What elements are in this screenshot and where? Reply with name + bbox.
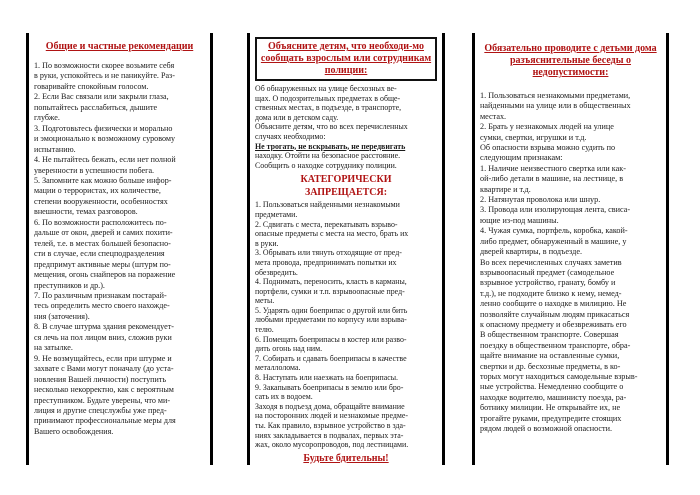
text-line: ные устройства. Немедленно сообщите о <box>480 382 624 392</box>
text-line: взрывное устройство, гранату, бомбу и <box>480 278 616 288</box>
text-line: 8. Наступать или наезжать на боеприпасы. <box>255 373 398 383</box>
text-line: Сообщить о находке сотруднику полиции. <box>255 160 397 170</box>
text-line: 3. Подготовьтесь физически и морально <box>34 123 173 133</box>
text-line: 2. Если Вас связали или закрыли глаза, <box>34 92 169 102</box>
text-line: позволяйте случайным людям прикасаться <box>480 309 630 319</box>
text-line: ты. Как правило, взрывное устройство в зда- <box>255 421 406 430</box>
text-line: поездку в общественном транспорте, обра- <box>480 340 631 350</box>
text-line: металлолома. <box>255 363 301 373</box>
text-line: уверенности в успешности побега. <box>34 165 155 175</box>
text-line: испытанию. <box>34 144 76 154</box>
text-line: на затылке. <box>34 343 73 353</box>
text-line: мещения, огонь снайперов на поражение <box>34 270 176 280</box>
text-line: 5. Ударять один боеприпас о другой или бить <box>255 305 408 315</box>
text-line: Вашего освобождения. <box>34 426 114 436</box>
text-line: предметами. <box>255 209 298 219</box>
column-explain-to-children <box>247 33 445 465</box>
text-line: 9. Не возмущайтесь, если при штурме и <box>34 353 172 363</box>
text-line: дома или в детском саду. <box>255 112 339 122</box>
text-line: принимают профессиональные меры для <box>34 416 176 426</box>
text-line: к опасному предмету и обезвреживать его <box>480 319 627 329</box>
text-line: В общественном транспорте. Совершая <box>480 330 619 340</box>
column-title: Объясните детям, что необходи-мо сообщать взрослым или сотрудникам полиции: <box>260 41 432 76</box>
text-line: сать их в водоем. <box>255 392 313 402</box>
text-line: портфели, сумки и т.п. взрывоопасные пред- <box>255 286 405 296</box>
text-line: сумки, свертки, игрушки и т.д. <box>480 132 587 142</box>
text-line: 4. Не пытайтесь бежать, если нет полной <box>34 155 176 165</box>
text-line: предпримут активные меры (штурм по- <box>34 259 171 269</box>
text-line: находку. Отойти на безопасное расстояние. <box>255 151 401 161</box>
text-line: 8. В случае штурма здания рекомендует- <box>34 322 174 332</box>
text-line: на посторонних людей и незнакомые предме- <box>255 411 409 421</box>
warning-emphasis: Не трогать, не вскрывать, не передвигать <box>255 141 406 151</box>
prohibited-title-line-1: КАТЕГОРИЧЕСКИ <box>300 174 392 186</box>
text-line: 7. По различным признакам постарай- <box>34 290 167 300</box>
text-line: дить огонь над ним. <box>255 344 323 354</box>
text-line: квартире и т.д. <box>480 184 531 194</box>
text-line: щах. О подозрительных предметах в обще- <box>255 93 401 103</box>
text-line: 1. По возможности скорее возьмите себя <box>34 61 175 70</box>
text-line: ленно сообщите о находке в милицию. Не <box>480 299 627 309</box>
text-line: 6. По возможности расположитесь по- <box>34 217 167 227</box>
text-line: торых могут находиться самодельные взрыв- <box>480 371 638 381</box>
text-line: находке водителю, машинисту поезда, ра- <box>480 392 627 402</box>
text-line: т.д.), не подходите близко к нему, немед- <box>480 288 622 298</box>
text-line: ой-либо детали в машине, на лестнице, в <box>480 174 624 184</box>
prohibited-list <box>255 200 437 449</box>
text-line: найденными на улице или в общественных <box>480 101 631 111</box>
text-line: Заходя в подъезд дома, обращайте внимание <box>255 401 405 411</box>
text-line: внешности, темах разговоров. <box>34 207 138 217</box>
text-line: местах. <box>480 111 507 121</box>
text-line: 1. Пользоваться найденными незнакомыми <box>255 200 400 210</box>
text-line: 3. Обрывать или тянуть отходящие от пред- <box>255 248 402 258</box>
text-line: захвате с Вами могут поначалу (до уста- <box>34 364 174 374</box>
text-line: трогайте руками, предупредите стоящих <box>480 413 622 423</box>
text-line: ния (заточения). <box>34 311 90 321</box>
text-line: телей, т.е. в местах большей безопасно- <box>34 238 171 248</box>
text-line: 9. Закапывать боеприпасы в землю или бро- <box>255 382 404 392</box>
recommendations-text <box>34 61 205 437</box>
text-line: 3. Провода или изолирующая лента, свиса- <box>480 205 631 215</box>
text-line: свертки и др. бесхозные предметы, в ко- <box>480 361 621 371</box>
text-line: Об обнаруженных на улице бесхозных ве- <box>255 84 397 93</box>
text-line: преступников и др.). <box>34 280 105 290</box>
column-general-recommendations <box>26 33 213 465</box>
conversations-text <box>480 91 661 434</box>
text-line: меты. <box>255 296 275 306</box>
text-line: ся лечь на пол лицом вниз, сложив руки <box>34 332 172 342</box>
text-line: 2. Сдвигать с места, перекатывать взрыво- <box>255 219 398 229</box>
intro-text <box>255 84 437 142</box>
text-line: обезвредить. <box>255 267 298 277</box>
text-line: взрывоопасный предмет (самодельное <box>480 267 615 277</box>
text-line: говаривайте спокойным голосом. <box>34 81 149 91</box>
column-title: Обязательно проводите с детьми дома разъяснительные беседы о недопустимости: <box>484 43 657 78</box>
after-emphasis-text <box>255 151 437 170</box>
text-line: Объясните детям, что во всех перечисленных <box>255 122 408 132</box>
text-line: в руки. <box>255 238 279 248</box>
text-line: мета провода, предпринимать попытки их <box>255 257 397 267</box>
text-line: глубже. <box>34 113 60 123</box>
text-line: опасные предметы с места на место, брать их <box>255 229 409 239</box>
text-line: телю. <box>255 325 274 335</box>
text-line: любыми предметами по корпусу или взрыва- <box>255 315 407 325</box>
text-line: сти в случае, если спецподразделения <box>34 249 165 259</box>
be-vigilant-footer: Будьте бдительны! <box>303 452 389 464</box>
text-line: преступником. Будьте уверены, что ми- <box>34 395 171 405</box>
text-line: 5. Запомните как можно больше инфор- <box>34 175 172 185</box>
text-line: дверей квартиры, в подъезде. <box>480 247 582 257</box>
text-line: и эмоционально к возможному суровому <box>34 134 176 144</box>
text-line: новления Вашей личности) поступить <box>34 374 167 384</box>
text-line: Об опасности взрыва можно судить по <box>480 143 616 153</box>
text-line: Во всех перечисленных случаях заметив <box>480 257 622 267</box>
text-line: в руки, успокойтесь и не паникуйте. Раз- <box>34 71 175 81</box>
text-line: 4. Чужая сумка, портфель, коробка, какой- <box>480 226 628 236</box>
prohibited-title-line-2: ЗАПРЕЩАЕТСЯ: <box>304 187 388 199</box>
text-line: ственных местах, в подъезде, в транспорте, <box>255 103 402 113</box>
text-line: 7. Собирать и сдавать боеприпасы в качестве <box>255 353 407 363</box>
text-line: 4. Поднимать, переносить, класть в карманы, <box>255 277 407 287</box>
text-line: 2. Натянутая проволока или шнур. <box>480 195 601 205</box>
text-line: 2. Брать у незнакомых людей на улице <box>480 122 614 132</box>
text-line: ниях закладывается в подвалах, первых эта- <box>255 430 404 440</box>
text-line: либо предмет, обнаруженный в машине, у <box>480 236 627 246</box>
text-line: попытайтесь расслабиться, дышите <box>34 102 158 112</box>
text-line: лиция и другие спецслужбы уже пред- <box>34 405 167 415</box>
column-title: Общие и частные рекомендации <box>45 41 194 52</box>
text-line: рядом людей о возможной опасности. <box>480 424 613 433</box>
text-line: мации о террористах, их количестве, <box>34 186 161 196</box>
text-line: 6. Помещать боеприпасы в костер или разво- <box>255 334 407 344</box>
text-line: ющие из-под машины. <box>480 215 559 225</box>
text-line: тесь определить место своего нахожде- <box>34 301 170 311</box>
text-line: щайте внимание на оставленные сумки, <box>480 351 620 361</box>
text-line: следующим признакам: <box>480 153 563 163</box>
text-line: случаях необходимо: <box>255 131 326 141</box>
text-line: несколько некорректно, как с вероятным <box>34 385 174 395</box>
title-box <box>255 37 437 81</box>
text-line: жах, около мусоропроводов, под лестницами. <box>255 440 409 450</box>
text-line: ботнику милиции. Не открывайте их, не <box>480 403 621 413</box>
column-conversations-with-children <box>472 33 669 465</box>
text-line: 1. Наличие неизвестного свертка или как- <box>480 163 626 173</box>
text-line: 1. Пользоваться незнакомыми предметами, <box>480 91 631 100</box>
text-line: степени вооруженности, особенностях <box>34 196 168 206</box>
text-line: дальше от окон, дверей и самих похити- <box>34 228 173 238</box>
